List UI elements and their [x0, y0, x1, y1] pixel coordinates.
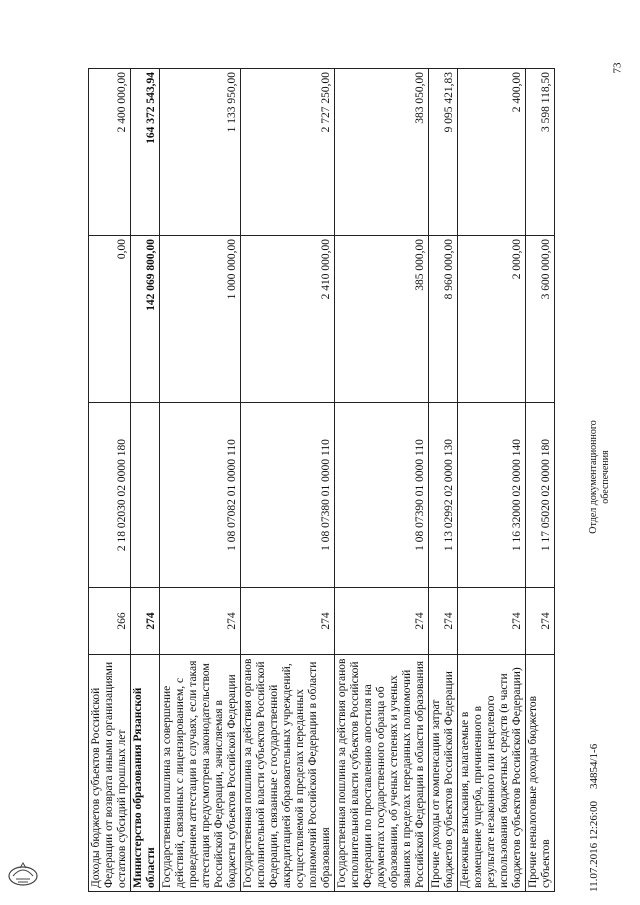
- page-footer: [588, 72, 640, 892]
- rotated-page-content: [88, 42, 611, 892]
- budget-classification-code-cell: 1 17 05020 02 0000 180: [526, 403, 555, 588]
- revenue-name-cell: Государственная пошлина за действия органов исполнительной власти субъектов Российской Федерации, связанные с государственной аккредитацией образовательных учреждений, осуществляемой в пределах переданных полномочий Российской Федерации в области образования: [241, 655, 335, 892]
- admin-code-cell: 274: [160, 588, 241, 655]
- revenue-name-cell: Государственная пошлина за совершение действий, связанных с лицензированием, с проведением аттестации в случаях, если такая аттестация предусмотрена законодательством Российской Федерации, зачисляемая в бюджеты субъектов Российской Федерации: [160, 655, 241, 892]
- table-row: [526, 69, 555, 892]
- revenue-table: [88, 68, 555, 892]
- planned-amount-cell: 8 960 000,00: [429, 236, 458, 403]
- actual-amount-cell: 1 133 950,00: [160, 69, 241, 236]
- revenue-name-cell: Прочие доходы от компенсации затрат бюджетов субъектов Российской Федерации: [429, 655, 458, 892]
- table-row: [458, 69, 526, 892]
- planned-amount-cell: 1 000 000,00: [160, 236, 241, 403]
- admin-code-cell: 274: [526, 588, 555, 655]
- admin-code-cell: 274: [131, 588, 160, 655]
- planned-amount-cell: 2 410 000,00: [241, 236, 335, 403]
- department-stamp-line-2: обеспечения: [600, 450, 611, 504]
- admin-code-cell: 274: [335, 588, 429, 655]
- stamp-logo-icon: [6, 860, 40, 888]
- planned-amount-cell: 3 600 000,00: [526, 236, 555, 403]
- revenue-name-cell: Министерство образования Рязанской области: [131, 655, 160, 892]
- actual-amount-cell: 9 095 421,83: [429, 69, 458, 236]
- table-row: [241, 69, 335, 892]
- department-stamp: [588, 412, 612, 542]
- planned-amount-cell: 142 069 800,00: [131, 236, 160, 403]
- revenue-name-cell: Государственная пошлина за действия органов исполнительной власти субъектов Российской Федерации по проставлению апостиля на документах государственного образца об образовании, об ученых степенях и ученых званиях в пределах переданных полномочий Российской Федерации в области образования: [335, 655, 429, 892]
- planned-amount-cell: 0,00: [89, 236, 131, 403]
- admin-code-cell: 274: [429, 588, 458, 655]
- budget-classification-code-cell: 2 18 02030 02 0000 180: [89, 403, 131, 588]
- department-stamp-line-1: Отдел документационного: [588, 420, 599, 534]
- budget-classification-code-cell: 1 08 07390 01 0000 110: [335, 403, 429, 588]
- budget-classification-code-cell: [131, 403, 160, 588]
- admin-code-cell: 266: [89, 588, 131, 655]
- actual-amount-cell: 383 050,00: [335, 69, 429, 236]
- table-row: [89, 69, 131, 892]
- actual-amount-cell: 2 400 000,00: [89, 69, 131, 236]
- revenue-table-body: [89, 69, 555, 892]
- actual-amount-cell: 3 598 118,50: [526, 69, 555, 236]
- budget-classification-code-cell: 1 08 07082 01 0000 110: [160, 403, 241, 588]
- table-row: [429, 69, 458, 892]
- table-row: [131, 69, 160, 892]
- budget-classification-code-cell: 1 16 32000 02 0000 140: [458, 403, 526, 588]
- actual-amount-cell: 2 400,00: [458, 69, 526, 236]
- revenue-name-cell: Денежные взыскания, налагаемые в возмещение ущерба, причиненного в результате незаконного или нецелевого использования бюджетных средств (в части бюджетов субъектов Российской Федерации): [458, 655, 526, 892]
- table-row: [335, 69, 429, 892]
- budget-classification-code-cell: 1 08 07380 01 0000 110: [241, 403, 335, 588]
- revenue-name-cell: Прочие неналоговые доходы бюджетов субъектов: [526, 655, 555, 892]
- admin-code-cell: 274: [241, 588, 335, 655]
- registration-timestamp: 11.07.2016 12:26:00: [588, 801, 600, 892]
- actual-amount-cell: 164 372 543,94: [131, 69, 160, 236]
- registration-number: 34854/1-6: [588, 743, 600, 789]
- admin-code-cell: 274: [458, 588, 526, 655]
- table-row: [160, 69, 241, 892]
- revenue-name-cell: Доходы бюджетов субъектов Российской Федерации от возврата иными организациями остатков субсидий прошлых лет: [89, 655, 131, 892]
- budget-classification-code-cell: 1 13 02992 02 0000 130: [429, 403, 458, 588]
- planned-amount-cell: 385 000,00: [335, 236, 429, 403]
- actual-amount-cell: 2 727 250,00: [241, 69, 335, 236]
- planned-amount-cell: 2 000,00: [458, 236, 526, 403]
- page-number: 73: [611, 62, 624, 74]
